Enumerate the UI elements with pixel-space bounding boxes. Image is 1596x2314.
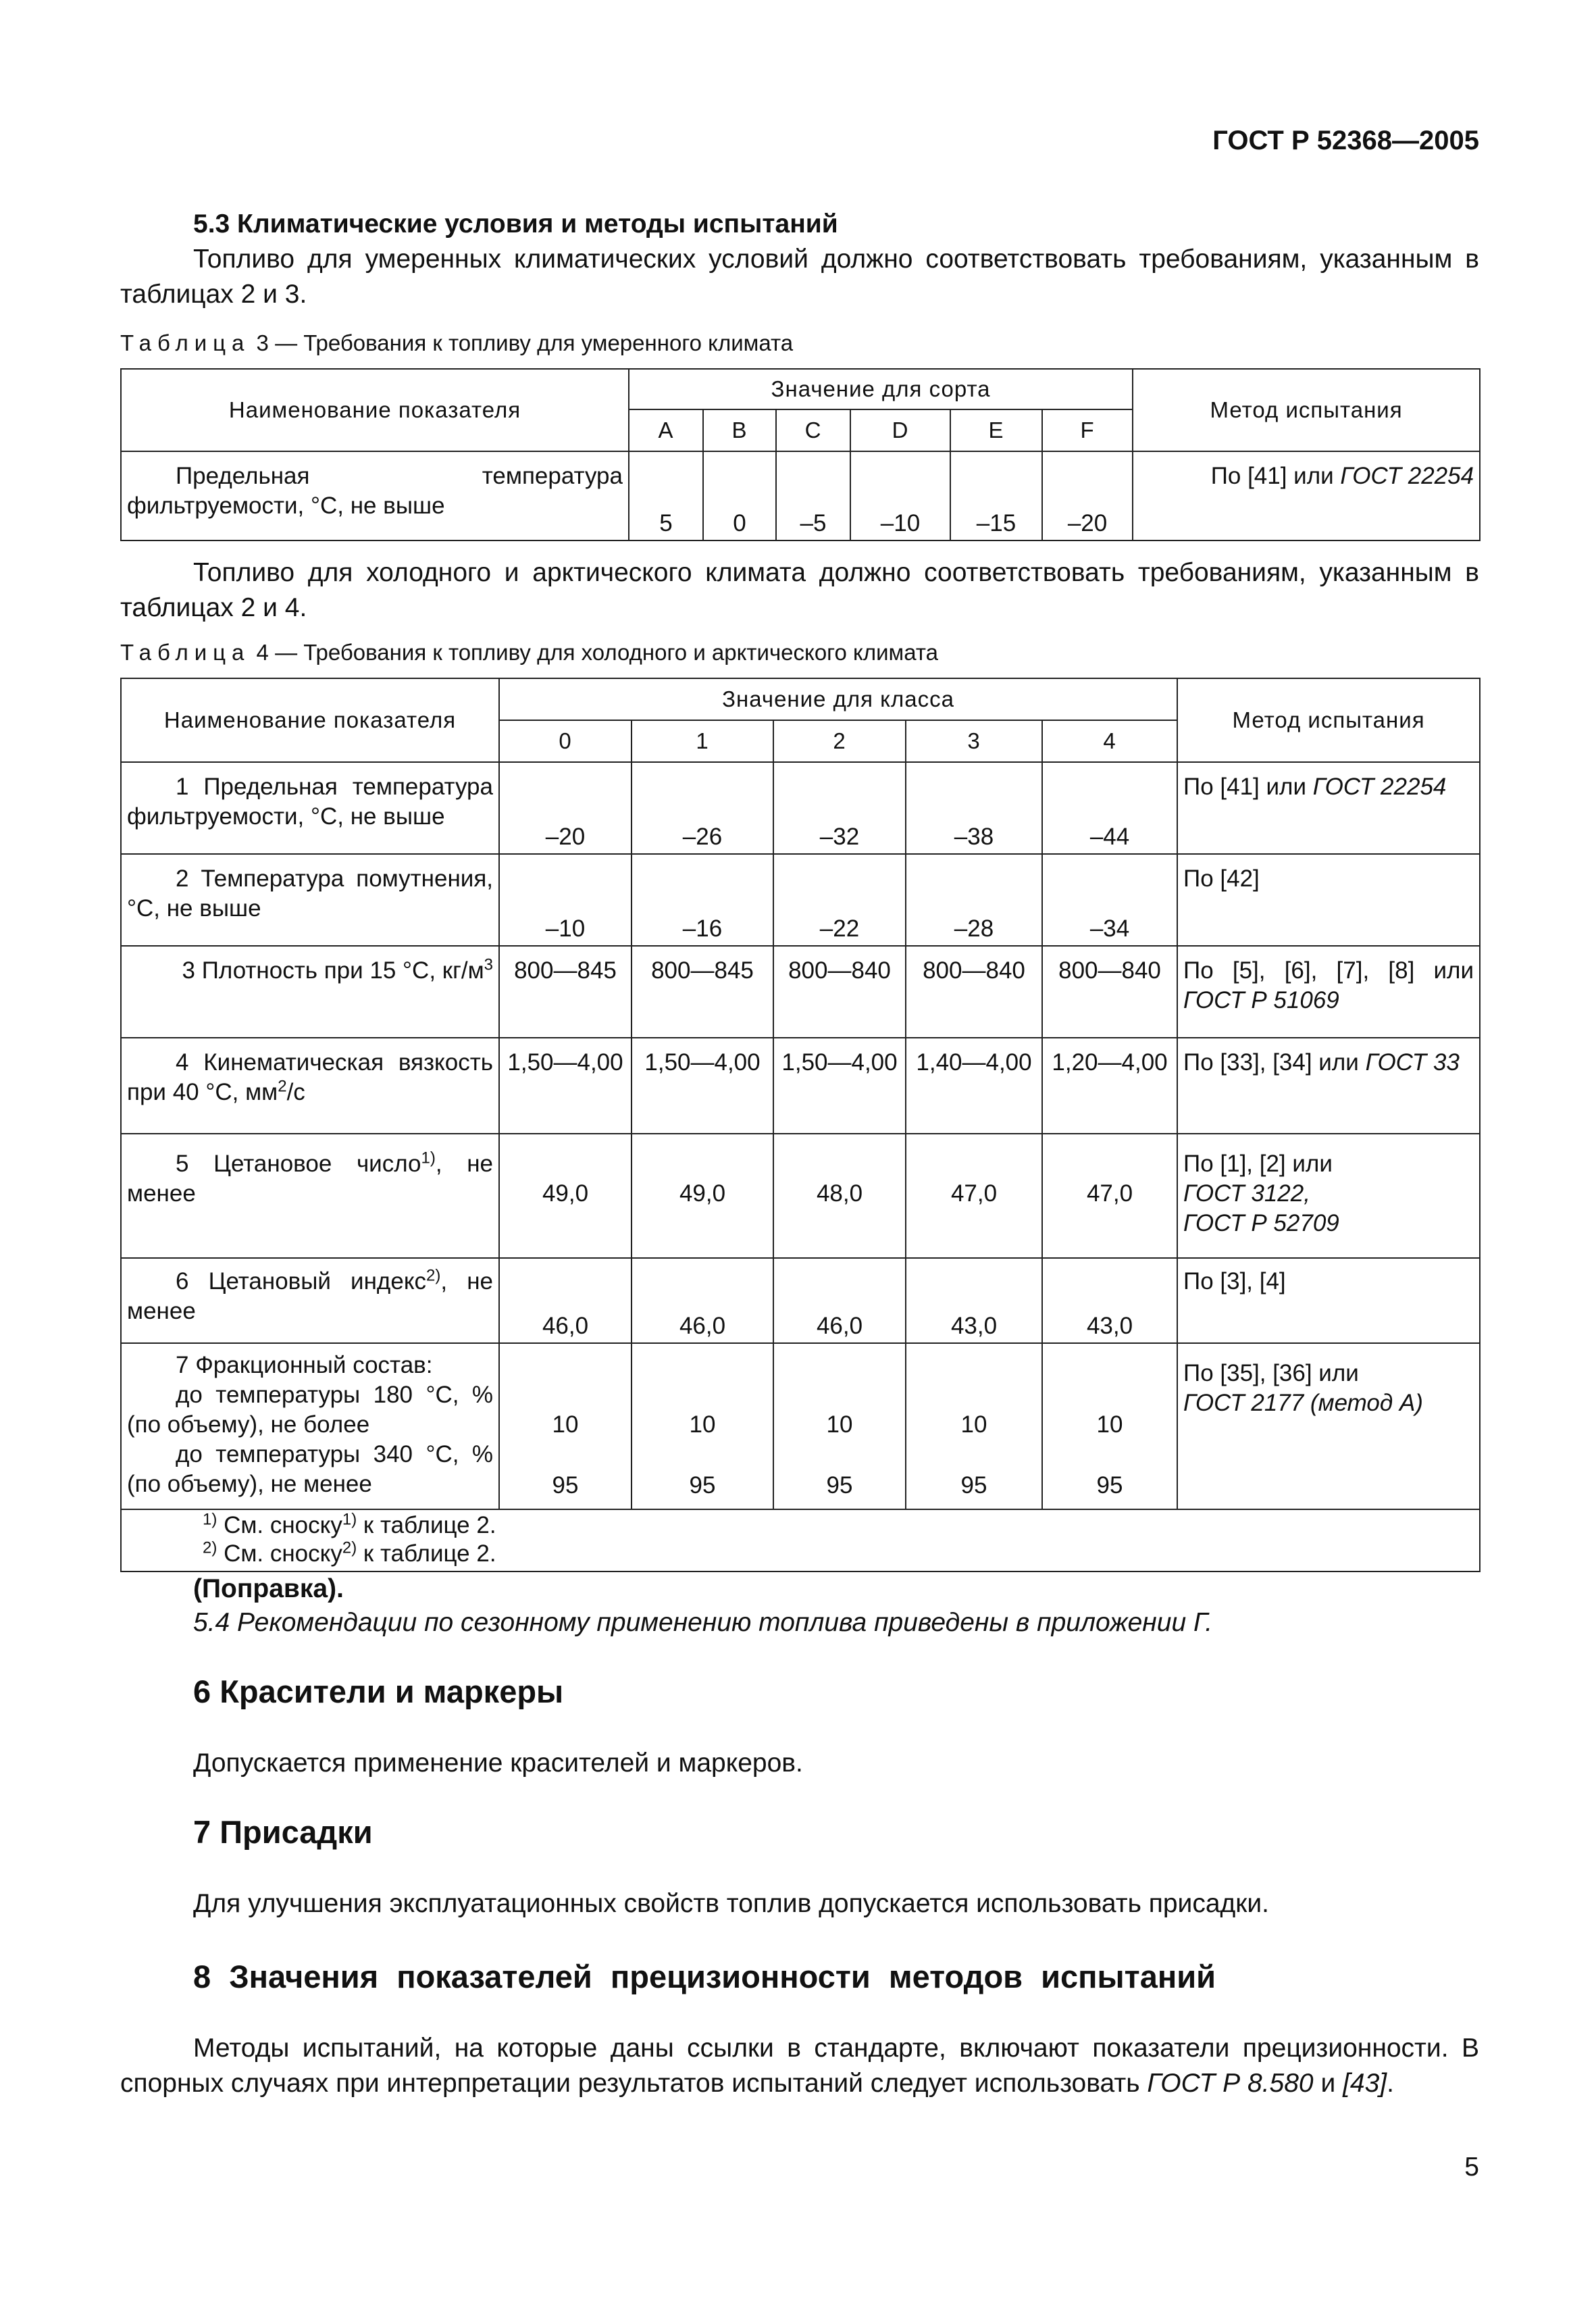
row-name-line: 7 Фракционный состав:: [176, 1352, 433, 1378]
header-grade-group: Значение для сорта: [629, 369, 1133, 409]
section-8-title: 8 Значения показателей прецизионности методов испытаний: [193, 1959, 1216, 1994]
row-value: 48,0: [773, 1134, 906, 1258]
value-c: –5: [776, 451, 850, 540]
value-340: 95: [552, 1472, 579, 1499]
row-name-sup: 1): [421, 1149, 436, 1167]
class-4: 4: [1042, 720, 1177, 762]
footnote-text: См. сноску: [217, 1540, 342, 1567]
row-value: 800—840: [773, 946, 906, 1038]
row-value: –22: [773, 854, 906, 946]
footnote-text: к таблице 2.: [357, 1512, 496, 1538]
table-row: [121, 854, 1480, 946]
value-340: 95: [1096, 1472, 1123, 1499]
method-text: По [33], [34] или: [1183, 1049, 1366, 1076]
grade-c: C: [776, 409, 850, 451]
row-name-tail: /с: [286, 1079, 305, 1105]
row-name-text: 3 Плотность при 15 °С, кг/м: [182, 957, 484, 984]
row-name: [121, 1258, 499, 1343]
row-name-sup: 2: [278, 1077, 287, 1096]
table-row: [121, 1258, 1480, 1343]
value-180: 10: [552, 1411, 579, 1438]
row-value: 1,40—4,00: [906, 1038, 1042, 1134]
row-value: 800—840: [906, 946, 1042, 1038]
row-value: [499, 1343, 632, 1509]
section-8-text-b: и: [1313, 2069, 1343, 2098]
method-ref: ГОСТ 22254: [1340, 463, 1474, 489]
header-name: Наименование показателя: [121, 678, 499, 762]
section-7-text: Для улучшения эксплуатационных свойств топлив допускается использовать присадки.: [193, 1889, 1269, 1918]
row-name-line: до температуры 180 °С, % (по объему), не более: [127, 1382, 493, 1438]
section-8-text-a: Методы испытаний, на которые даны ссылки в стандарте, включают показатели прецизионности. В спорных случаях при интерпретации результатов испытаний следует использовать: [120, 2034, 1479, 2098]
value-340: 95: [960, 1472, 987, 1499]
amendment-note: (Поправка).: [193, 1574, 344, 1603]
row-value: –10: [499, 854, 632, 946]
class-1: 1: [632, 720, 773, 762]
row-value: 46,0: [632, 1258, 773, 1343]
method-text: По [41] или: [1210, 463, 1341, 489]
grade-e: E: [950, 409, 1042, 451]
section-8-text: [120, 2031, 1479, 2101]
row-method: [1177, 946, 1480, 1038]
header-class-group: Значение для класса: [499, 678, 1177, 720]
row-value: 46,0: [773, 1258, 906, 1343]
standard-number: ГОСТ Р 52368—2005: [1212, 126, 1479, 155]
caption-rest: 3 — Требования к топливу для умеренного климата: [250, 330, 794, 355]
row-value: 1,50—4,00: [499, 1038, 632, 1134]
table-footnotes: [121, 1509, 1480, 1571]
method-ref: ГОСТ 33: [1365, 1049, 1460, 1076]
row-method: [1177, 762, 1480, 854]
value-b: 0: [703, 451, 776, 540]
class-2: 2: [773, 720, 906, 762]
row-name: [121, 1038, 499, 1134]
method-ref: ГОСТ Р 51069: [1183, 987, 1339, 1013]
row-value: 1,50—4,00: [632, 1038, 773, 1134]
table-row-name: Предельная температура фильтруемости, °С, не выше: [121, 451, 629, 540]
table-row: [121, 1038, 1480, 1134]
row-value: –26: [632, 762, 773, 854]
table-row: [121, 1134, 1480, 1258]
row-value: –44: [1042, 762, 1177, 854]
row-method: По [3], [4]: [1177, 1258, 1480, 1343]
method-text: По [1], [2] или: [1183, 1151, 1333, 1177]
value-180: 10: [960, 1411, 987, 1438]
header-method: Метод испытания: [1133, 369, 1480, 451]
section-5-4-text: 5.4 Рекомендации по сезонному применению топлива приведены в приложении Г.: [193, 1608, 1213, 1637]
row-value: –16: [632, 854, 773, 946]
footnote-text: к таблице 2.: [357, 1540, 496, 1567]
section-5-3-title: 5.3 Климатические условия и методы испытаний: [193, 209, 838, 238]
footnote-1: [203, 1511, 1474, 1540]
row-value: 1,20—4,00: [1042, 1038, 1177, 1134]
method-text: По [35], [36] или: [1183, 1360, 1359, 1386]
caption-rest: 4 — Требования к топливу для холодного и арктического климата: [250, 640, 938, 665]
footnote-text: См. сноску: [217, 1512, 342, 1538]
value-180: 10: [826, 1411, 853, 1438]
row-name: [121, 1134, 499, 1258]
method-text: По [41] или: [1183, 774, 1313, 800]
table-3-caption: [120, 330, 1479, 357]
row-value: 46,0: [499, 1258, 632, 1343]
table-4-caption: [120, 639, 1479, 666]
table-row: [121, 762, 1480, 854]
grade-d: D: [850, 409, 950, 451]
row-name-tail: , не менее: [127, 1268, 493, 1324]
value-180: 10: [689, 1411, 716, 1438]
footnote-mark: 1): [203, 1510, 217, 1529]
row-value: 800—845: [632, 946, 773, 1038]
class-3: 3: [906, 720, 1042, 762]
method-cell: [1133, 451, 1480, 540]
row-value: [773, 1343, 906, 1509]
row-value: –34: [1042, 854, 1177, 946]
table-3: [120, 368, 1479, 541]
row-name-text: 5 Цетановое число: [176, 1151, 421, 1177]
section-6-title: 6 Красители и маркеры: [193, 1674, 564, 1709]
row-name: 1 Предельная температура фильтруемости, °С, не выше: [121, 762, 499, 854]
section-8-text-c: .: [1387, 2069, 1394, 2098]
cold-climate-text: Топливо для холодного и арктического климата должно соответствовать требованиям, указанным в таблицах 2 и 4.: [120, 558, 1479, 622]
value-340: 95: [826, 1472, 853, 1499]
row-method: [1177, 1343, 1480, 1509]
row-value: 1,50—4,00: [773, 1038, 906, 1134]
row-name-text: 4 Кинематическая вязкость при 40 °С, мм: [127, 1049, 493, 1105]
row-value: –28: [906, 854, 1042, 946]
section-5-3-text: Топливо для умеренных климатических условий должно соответствовать требованиям, указанным в таблицах 2 и 3.: [120, 245, 1479, 309]
caption-word: Таблица: [120, 640, 251, 665]
footnote-mark: 2): [203, 1538, 217, 1557]
caption-word: Таблица: [120, 330, 251, 355]
value-d: –10: [850, 451, 950, 540]
row-name: [121, 1343, 499, 1509]
table-row: [121, 1343, 1480, 1509]
header-method: Метод испытания: [1177, 678, 1480, 762]
grade-b: B: [703, 409, 776, 451]
section-6-text: Допускается применение красителей и маркеров.: [193, 1749, 803, 1778]
row-value: 800—840: [1042, 946, 1177, 1038]
footnote-sup: 1): [342, 1510, 357, 1529]
method-text: По [5], [6], [7], [8] или: [1183, 957, 1474, 984]
row-value: 47,0: [906, 1134, 1042, 1258]
method-ref: ГОСТ Р 52709: [1183, 1210, 1339, 1236]
row-method: По [42]: [1177, 854, 1480, 946]
bib-ref: [43]: [1343, 2069, 1387, 2098]
value-340: 95: [689, 1472, 716, 1499]
row-value: [1042, 1343, 1177, 1509]
row-name-sup: 2): [426, 1266, 441, 1285]
row-value: –32: [773, 762, 906, 854]
row-value: [632, 1343, 773, 1509]
value-e: –15: [950, 451, 1042, 540]
document-page: [120, 0, 1479, 2314]
grade-f: F: [1042, 409, 1133, 451]
row-name-line: до температуры 340 °С, % (по объему), не менее: [127, 1441, 493, 1497]
value-180: 10: [1096, 1411, 1123, 1438]
row-name-sup: 3: [484, 955, 493, 974]
row-name-text: 6 Цетановый индекс: [176, 1268, 427, 1294]
gost-ref: ГОСТ Р 8.580: [1147, 2069, 1314, 2098]
row-value: [906, 1343, 1042, 1509]
row-name: [121, 946, 499, 1038]
row-value: 49,0: [632, 1134, 773, 1258]
row-name: 2 Температура помутнения, °С, не выше: [121, 854, 499, 946]
row-name-tail: , не менее: [127, 1151, 494, 1207]
method-ref: ГОСТ 22254: [1312, 774, 1447, 800]
row-value: –38: [906, 762, 1042, 854]
value-a: 5: [629, 451, 703, 540]
row-value: –20: [499, 762, 632, 854]
row-value: 800—845: [499, 946, 632, 1038]
grade-a: A: [629, 409, 703, 451]
method-ref: ГОСТ 3122,: [1183, 1180, 1310, 1207]
section-7-title: 7 Присадки: [193, 1814, 373, 1850]
method-ref: ГОСТ 2177 (метод А): [1183, 1390, 1423, 1416]
value-f: –20: [1042, 451, 1133, 540]
row-value: 49,0: [499, 1134, 632, 1258]
row-value: 47,0: [1042, 1134, 1177, 1258]
row-value: 43,0: [1042, 1258, 1177, 1343]
footnote-sup: 2): [342, 1538, 357, 1557]
row-value: 43,0: [906, 1258, 1042, 1343]
footnote-2: [203, 1540, 1474, 1568]
table-row: [121, 946, 1480, 1038]
header-name: Наименование показателя: [121, 369, 629, 451]
row-method: [1177, 1038, 1480, 1134]
row-method: [1177, 1134, 1480, 1258]
page-number: 5: [1464, 2153, 1479, 2182]
table-4: [120, 678, 1479, 1572]
class-0: 0: [499, 720, 632, 762]
